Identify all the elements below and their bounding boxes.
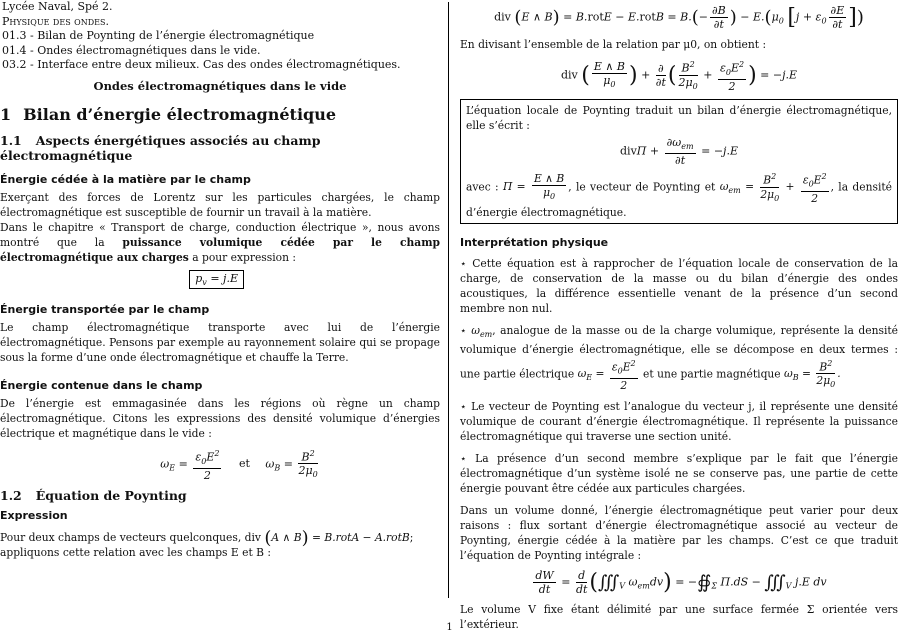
text-densite: , la densité d’énergie électromagnétique.: [466, 180, 893, 219]
poynting-frame: [460, 99, 898, 224]
header-block: [2, 0, 440, 73]
subsection-heading-1-1: [0, 133, 440, 163]
text-expression: a pour expression :: [188, 250, 296, 264]
paragraph-title-transportee: Énergie transportée par le champ: [0, 302, 210, 316]
bullet-2-mid: et une partie magnétique: [643, 367, 781, 381]
paragraph-text-cedee: [0, 190, 440, 265]
header-line-chapter-2: 01.4 - Ondes électromagnétiques dans le vide.: [2, 43, 261, 57]
text-lorentz: Exerçant des forces de Lorentz sur les particules chargées, le champ électromagnétique est susceptible de fournir un travail à la matière.: [0, 190, 440, 219]
right-column: [460, 0, 898, 632]
bullet-1: [460, 256, 898, 316]
frame-text-2: avec : Π = $\frac{E \wedge B}{\mu_0}$ , le vecteur de Poynting et $\omega_{em}$ = $\frac{B^2}{2\mu_0}$ + $\frac{\varepsilon_0E^2}{2}$ , la densité d’énergie électromagnétique.: [466, 171, 893, 219]
text-volume: Dans un volume donné, l’énergie électromagnétique peut varier pour deux raisons : flux sortant d’énergie électromagnétique associé au vecteur de Poynting, énergie cédée à la matière par les champs. C’est ce que traduit l’équation de Poynting intégrale :: [460, 503, 898, 562]
header-line-school: Lycée Naval, Spé 2.: [2, 0, 113, 13]
text-appliquons: appliquons cette relation avec les champs E et B :: [0, 546, 271, 560]
bullet-2: ⋆ $\omega_{em}$, analogue de la masse ou de la charge volumique, représente la densité volumique d’énergie électromagnétique, elle se décompose en deux termes : une partie électrique $\omega_E$ = $\frac{\varepsilon_0E^2}{2}$ et une partie magnétique $\omega_B$ = $\frac{B^2}{2\mu_0}$ .: [460, 323, 898, 392]
paragraph-text-contenue: De l’énergie est emmagasinée dans les régions où règne un champ électromagnétique. Citons les expressions des densité volumique d’énergies électrique et magnétique dans le vide :: [0, 396, 440, 440]
bullet-3: [460, 399, 898, 444]
text-divide: En divisant l’ensemble de la relation par μ0, on obtient :: [460, 38, 767, 51]
paragraph-text-expression: Pour deux champs de vecteurs quelconques, div (A ∧ B) = B.rotA − A.rotB; appliquons cette relation avec les champs E et B :: [0, 527, 414, 560]
subsection-title-1-2: Équation de Poynting: [35, 487, 187, 503]
equation-poynting-integral: $\frac{dW}{dt}$ = $\frac{d}{dt}$ ($∭_V$ $\omega_{em}dv$) = $-∯_\Sigma$ $\Pi.dS - ∭_V$ j.E dv: [535, 568, 827, 596]
equation-poynting-local: divΠ + $\frac{\partial\omega_{em}}{\partial t}$ = −j.E: [620, 135, 738, 168]
bullet-4-text: La présence d’un second membre s’explique par le fait que l’énergie électromagnétique d’un système isolé ne se conserve pas, une partie de cette énergie pouvant être cédée aux particules chargées.: [460, 451, 898, 495]
star-icon: ⋆: [460, 451, 467, 465]
star-icon: ⋆: [460, 323, 467, 337]
frame-text-1: L’équation locale de Poynting traduit un bilan d’énergie électromagnétique, elle s’écrit :: [466, 103, 892, 132]
boxed-formula-pv: $p_v = j.E$: [189, 270, 244, 289]
text-last: Le volume V fixe étant délimité par une surface fermée Σ orientée vers l’extérieur.: [460, 602, 898, 631]
bullet-4: [460, 451, 898, 496]
paragraph-title-cedee: Énergie cédée à la matière par le champ: [0, 172, 251, 186]
header-line-chapter-1: 01.3 - Bilan de Poynting de l’énergie électromagnétique: [2, 29, 315, 42]
equation-energy-densities: $\omega_E$ = $\frac{\varepsilon_0E^2}{2}$ et $\omega_B$ = $\frac{B^2}{2\mu_0}$: [160, 448, 318, 482]
text-vecteur-poynting: , le vecteur de Poynting et: [568, 180, 716, 194]
text-deux-champs: Pour deux champs de vecteurs quelconques, div: [0, 530, 261, 544]
text-semicolon: ;: [409, 530, 414, 544]
left-column: [0, 0, 440, 560]
paragraph-text-transportee: Le champ électromagnétique transporte avec lui de l’énergie électromagnétique. Pensons par exemple au rayonnement solaire qui se propage sous la forme d’une onde électromagnétique et chauffe la Terre.: [0, 320, 440, 364]
star-icon: ⋆: [460, 399, 467, 413]
star-icon: ⋆: [460, 256, 467, 270]
equation-divided: div ( $\frac{E \wedge B}{\mu_0}$ ) + $\frac{\partial}{\partial t}$ ( $\frac{B^2}{2\mu_0}$ + $\frac{\varepsilon_0E^2}{2}$ ) = −j.E: [560, 59, 798, 93]
text-avec: avec :: [466, 180, 499, 194]
subsection-heading-1-2: [0, 488, 440, 503]
equation-div-expansion: div (E ∧ B) = B.rotE − E.rotB = B.(− $\frac{\partial B}{\partial t}$ ) − $E.(\mu_0$ [$j + \varepsilon_0$ $\frac{\partial E}{\partial t}$ ]): [494, 4, 864, 31]
column-separator: [448, 2, 449, 598]
header-line-chapter-3: 03.2 - Interface entre deux milieux. Cas des ondes électromagnétiques.: [2, 58, 401, 71]
section-number: 1: [0, 104, 12, 124]
paragraph-title-interpretation: Interprétation physique: [460, 235, 609, 249]
subsection-number: 1.1: [0, 132, 22, 148]
page-number: 1: [446, 622, 453, 633]
subsection-number-1-2: 1.2: [0, 487, 22, 503]
subsection-title: Aspects énergétiques associés au champ électromagnétique: [0, 132, 321, 163]
section-heading: [0, 105, 440, 124]
boxed-formula-wrap: [0, 267, 440, 289]
paragraph-title-expression: Expression: [0, 508, 68, 522]
bullet-3-text: Le vecteur de Poynting est l’analogue du vecteur j, il représente une densité volumique de courant d’énergie électromagnétique. Il représente la puissance électromagnétique qui traverse une section unité.: [460, 399, 898, 443]
paragraph-title-contenue: Énergie contenue dans le champ: [0, 378, 203, 392]
bullet-1-text: Cette équation est à rapprocher de l’équation locale de conservation de la charge, de conservation de la masse ou du bilan d’énergie des ondes acoustiques, la différence essentielle venant de la présence d’un second membre non nul.: [460, 256, 898, 315]
text-puissance-bold: puissance volumique cédée par le champ électromagnétique aux charges: [0, 235, 440, 264]
text-et: et: [238, 457, 250, 471]
chapter-title: Ondes électromagnétiques dans le vide: [93, 78, 347, 93]
section-title: Bilan d’énergie électromagnétique: [23, 104, 337, 124]
text-chapitre: Dans le chapitre « Transport de charge, conduction électrique », nous avons montré que la: [0, 220, 440, 249]
header-line-course: Physique des ondes.: [2, 14, 109, 28]
bullet-2-text: , analogue de la masse ou de la charge volumique, représente la densité volumique d’énergie électromagnétique, elle se décompose en deux termes : une partie électrique: [460, 323, 898, 381]
